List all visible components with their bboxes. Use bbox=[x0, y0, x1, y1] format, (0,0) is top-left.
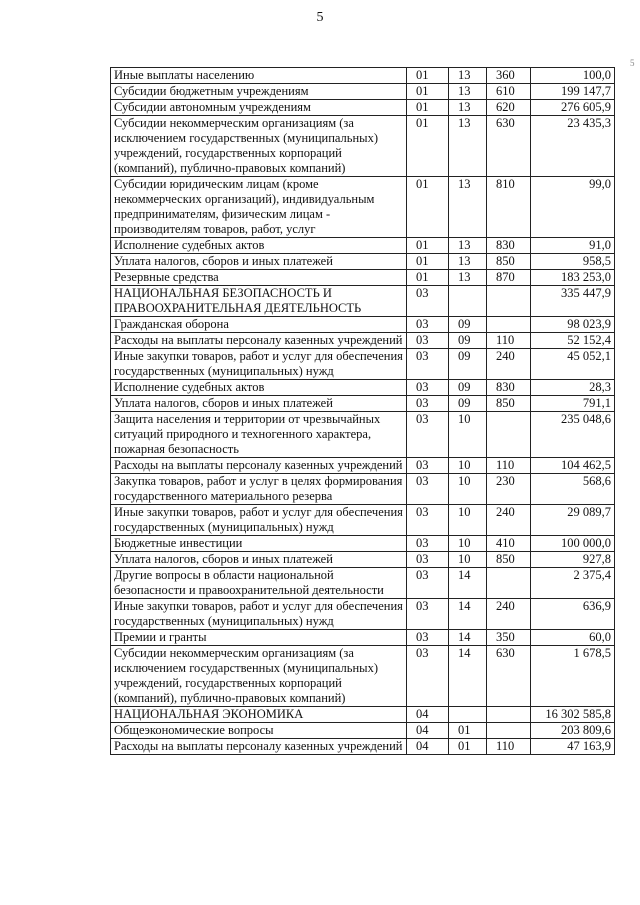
row-name-cell: Уплата налогов, сборов и иных платежей bbox=[111, 254, 407, 270]
row-amount: 28,3 bbox=[531, 380, 615, 396]
row-subsection-code: 13 bbox=[449, 84, 487, 100]
row-subsection-code: 10 bbox=[449, 458, 487, 474]
row-name-cell: Исполнение судебных актов bbox=[111, 238, 407, 254]
row-section-code: 03 bbox=[407, 552, 449, 568]
row-amount: 958,5 bbox=[531, 254, 615, 270]
row-amount: 335 447,9 bbox=[531, 286, 615, 317]
row-name-cell: Другие вопросы в области национальной безопасности и правоохранительной деятельности bbox=[111, 568, 407, 599]
row-name-cell: Субсидии бюджетным учреждениям bbox=[111, 84, 407, 100]
row-subsection-code: 14 bbox=[449, 630, 487, 646]
row-expense-type-code: 410 bbox=[487, 536, 531, 552]
table-row bbox=[111, 739, 615, 755]
row-amount: 791,1 bbox=[531, 396, 615, 412]
row-section-code: 03 bbox=[407, 349, 449, 380]
row-section-code: 03 bbox=[407, 536, 449, 552]
row-section-code: 03 bbox=[407, 333, 449, 349]
table-row bbox=[111, 458, 615, 474]
row-expense-type-code: 620 bbox=[487, 100, 531, 116]
table-row bbox=[111, 68, 615, 84]
row-subsection-code: 10 bbox=[449, 536, 487, 552]
table-row bbox=[111, 333, 615, 349]
table-row bbox=[111, 270, 615, 286]
row-section-code: 03 bbox=[407, 412, 449, 458]
row-section-code: 03 bbox=[407, 568, 449, 599]
budget-table-body bbox=[111, 68, 615, 755]
row-amount: 52 152,4 bbox=[531, 333, 615, 349]
row-amount: 16 302 585,8 bbox=[531, 707, 615, 723]
row-amount: 100 000,0 bbox=[531, 536, 615, 552]
table-row bbox=[111, 116, 615, 177]
row-expense-type-code: 360 bbox=[487, 68, 531, 84]
row-name-cell: Закупка товаров, работ и услуг в целях формирования государственного материального резерва bbox=[111, 474, 407, 505]
row-subsection-code: 09 bbox=[449, 333, 487, 349]
table-row bbox=[111, 707, 615, 723]
row-amount: 203 809,6 bbox=[531, 723, 615, 739]
row-amount: 45 052,1 bbox=[531, 349, 615, 380]
table-row bbox=[111, 552, 615, 568]
row-subsection-code: 09 bbox=[449, 349, 487, 380]
table-row bbox=[111, 238, 615, 254]
row-name-cell: Резервные средства bbox=[111, 270, 407, 286]
row-amount: 23 435,3 bbox=[531, 116, 615, 177]
row-subsection-code: 13 bbox=[449, 238, 487, 254]
row-expense-type-code: 630 bbox=[487, 646, 531, 707]
row-amount: 2 375,4 bbox=[531, 568, 615, 599]
row-name-cell: Субсидии некоммерческим организациям (за исключением государственных (муниципальных) учреждений, государственных корпораций (компаний), публично-правовых компаний) bbox=[111, 646, 407, 707]
row-expense-type-code: 240 bbox=[487, 505, 531, 536]
row-amount: 98 023,9 bbox=[531, 317, 615, 333]
row-name-cell: Субсидии некоммерческим организациям (за исключением государственных (муниципальных) учреждений, государственных корпораций (компаний), публично-правовых компаний) bbox=[111, 116, 407, 177]
row-name-cell: Уплата налогов, сборов и иных платежей bbox=[111, 552, 407, 568]
table-row bbox=[111, 536, 615, 552]
table-row bbox=[111, 723, 615, 739]
row-section-code: 03 bbox=[407, 474, 449, 505]
table-row bbox=[111, 599, 615, 630]
row-subsection-code: 13 bbox=[449, 100, 487, 116]
page-number: 5 bbox=[316, 10, 324, 25]
row-section-code: 03 bbox=[407, 505, 449, 536]
row-expense-type-code: 850 bbox=[487, 396, 531, 412]
row-expense-type-code: 110 bbox=[487, 458, 531, 474]
table-row bbox=[111, 100, 615, 116]
row-name-cell: Бюджетные инвестиции bbox=[111, 536, 407, 552]
row-subsection-code: 14 bbox=[449, 646, 487, 707]
row-amount: 927,8 bbox=[531, 552, 615, 568]
row-section-code: 03 bbox=[407, 646, 449, 707]
row-name-cell: Расходы на выплаты персоналу казенных учреждений bbox=[111, 739, 407, 755]
table-row bbox=[111, 412, 615, 458]
row-subsection-code: 01 bbox=[449, 739, 487, 755]
row-amount: 29 089,7 bbox=[531, 505, 615, 536]
row-name-cell: Иные закупки товаров, работ и услуг для обеспечения государственных (муниципальных) нужд bbox=[111, 349, 407, 380]
row-subsection-code: 13 bbox=[449, 116, 487, 177]
row-section-code: 03 bbox=[407, 380, 449, 396]
row-name-cell: НАЦИОНАЛЬНАЯ ЭКОНОМИКА bbox=[111, 707, 407, 723]
row-name-cell: Защита населения и территории от чрезвычайных ситуаций природного и техногенного характера, пожарная безопасность bbox=[111, 412, 407, 458]
row-expense-type-code: 830 bbox=[487, 238, 531, 254]
row-expense-type-code: 110 bbox=[487, 739, 531, 755]
row-section-code: 03 bbox=[407, 317, 449, 333]
table-row bbox=[111, 568, 615, 599]
row-subsection-code: 01 bbox=[449, 723, 487, 739]
row-section-code: 03 bbox=[407, 630, 449, 646]
row-amount: 100,0 bbox=[531, 68, 615, 84]
row-section-code: 03 bbox=[407, 396, 449, 412]
row-subsection-code: 14 bbox=[449, 599, 487, 630]
table-row bbox=[111, 646, 615, 707]
table-row bbox=[111, 286, 615, 317]
row-section-code: 01 bbox=[407, 254, 449, 270]
row-section-code: 03 bbox=[407, 458, 449, 474]
row-subsection-code: 10 bbox=[449, 552, 487, 568]
page-edge-mark: 5 bbox=[630, 58, 635, 68]
row-name-cell: Общеэкономические вопросы bbox=[111, 723, 407, 739]
table-row bbox=[111, 84, 615, 100]
row-amount: 276 605,9 bbox=[531, 100, 615, 116]
row-subsection-code: 09 bbox=[449, 317, 487, 333]
table-row bbox=[111, 630, 615, 646]
row-expense-type-code bbox=[487, 723, 531, 739]
row-name-cell: Гражданская оборона bbox=[111, 317, 407, 333]
row-name-cell: Исполнение судебных актов bbox=[111, 380, 407, 396]
row-expense-type-code: 610 bbox=[487, 84, 531, 100]
row-subsection-code bbox=[449, 707, 487, 723]
table-row bbox=[111, 177, 615, 238]
row-expense-type-code: 850 bbox=[487, 552, 531, 568]
table-row bbox=[111, 380, 615, 396]
row-subsection-code: 10 bbox=[449, 505, 487, 536]
row-subsection-code: 10 bbox=[449, 412, 487, 458]
row-subsection-code: 13 bbox=[449, 68, 487, 84]
row-amount: 60,0 bbox=[531, 630, 615, 646]
row-section-code: 01 bbox=[407, 68, 449, 84]
table-row bbox=[111, 505, 615, 536]
row-subsection-code: 09 bbox=[449, 380, 487, 396]
row-section-code: 01 bbox=[407, 270, 449, 286]
row-name-cell: Уплата налогов, сборов и иных платежей bbox=[111, 396, 407, 412]
row-name-cell: Иные закупки товаров, работ и услуг для обеспечения государственных (муниципальных) нужд bbox=[111, 505, 407, 536]
row-expense-type-code bbox=[487, 568, 531, 599]
row-expense-type-code: 850 bbox=[487, 254, 531, 270]
row-expense-type-code: 350 bbox=[487, 630, 531, 646]
row-section-code: 01 bbox=[407, 84, 449, 100]
row-subsection-code: 09 bbox=[449, 396, 487, 412]
row-expense-type-code: 230 bbox=[487, 474, 531, 505]
row-expense-type-code bbox=[487, 707, 531, 723]
row-amount: 47 163,9 bbox=[531, 739, 615, 755]
table-row bbox=[111, 396, 615, 412]
row-name-cell: Премии и гранты bbox=[111, 630, 407, 646]
row-amount: 235 048,6 bbox=[531, 412, 615, 458]
row-section-code: 01 bbox=[407, 100, 449, 116]
row-name-cell: Расходы на выплаты персоналу казенных учреждений bbox=[111, 458, 407, 474]
row-name-cell: Субсидии автономным учреждениям bbox=[111, 100, 407, 116]
row-expense-type-code bbox=[487, 317, 531, 333]
table-row bbox=[111, 254, 615, 270]
row-section-code: 04 bbox=[407, 707, 449, 723]
row-name-cell: Субсидии юридическим лицам (кроме некоммерческих организаций), индивидуальным предпринимателям, физическим лицам - производителям товаров, работ, услуг bbox=[111, 177, 407, 238]
row-subsection-code bbox=[449, 286, 487, 317]
table-row bbox=[111, 317, 615, 333]
row-expense-type-code: 110 bbox=[487, 333, 531, 349]
row-expense-type-code: 870 bbox=[487, 270, 531, 286]
row-subsection-code: 13 bbox=[449, 177, 487, 238]
row-amount: 99,0 bbox=[531, 177, 615, 238]
row-subsection-code: 13 bbox=[449, 254, 487, 270]
row-amount: 183 253,0 bbox=[531, 270, 615, 286]
table-row bbox=[111, 349, 615, 380]
row-section-code: 03 bbox=[407, 599, 449, 630]
row-amount: 636,9 bbox=[531, 599, 615, 630]
row-expense-type-code bbox=[487, 412, 531, 458]
row-name-cell: Иные закупки товаров, работ и услуг для обеспечения государственных (муниципальных) нужд bbox=[111, 599, 407, 630]
row-expense-type-code: 630 bbox=[487, 116, 531, 177]
row-expense-type-code: 240 bbox=[487, 349, 531, 380]
row-amount: 568,6 bbox=[531, 474, 615, 505]
row-amount: 91,0 bbox=[531, 238, 615, 254]
row-name-cell: Расходы на выплаты персоналу казенных учреждений bbox=[111, 333, 407, 349]
row-name-cell: Иные выплаты населению bbox=[111, 68, 407, 84]
row-subsection-code: 14 bbox=[449, 568, 487, 599]
budget-table bbox=[110, 67, 615, 755]
row-expense-type-code bbox=[487, 286, 531, 317]
row-amount: 1 678,5 bbox=[531, 646, 615, 707]
row-amount: 104 462,5 bbox=[531, 458, 615, 474]
row-section-code: 01 bbox=[407, 238, 449, 254]
row-section-code: 03 bbox=[407, 286, 449, 317]
row-expense-type-code: 830 bbox=[487, 380, 531, 396]
row-expense-type-code: 240 bbox=[487, 599, 531, 630]
row-subsection-code: 10 bbox=[449, 474, 487, 505]
row-section-code: 01 bbox=[407, 177, 449, 238]
table-row bbox=[111, 474, 615, 505]
row-section-code: 01 bbox=[407, 116, 449, 177]
row-expense-type-code: 810 bbox=[487, 177, 531, 238]
row-amount: 199 147,7 bbox=[531, 84, 615, 100]
row-name-cell: НАЦИОНАЛЬНАЯ БЕЗОПАСНОСТЬ И ПРАВООХРАНИТЕЛЬНАЯ ДЕЯТЕЛЬНОСТЬ bbox=[111, 286, 407, 317]
row-section-code: 04 bbox=[407, 723, 449, 739]
row-subsection-code: 13 bbox=[449, 270, 487, 286]
row-section-code: 04 bbox=[407, 739, 449, 755]
